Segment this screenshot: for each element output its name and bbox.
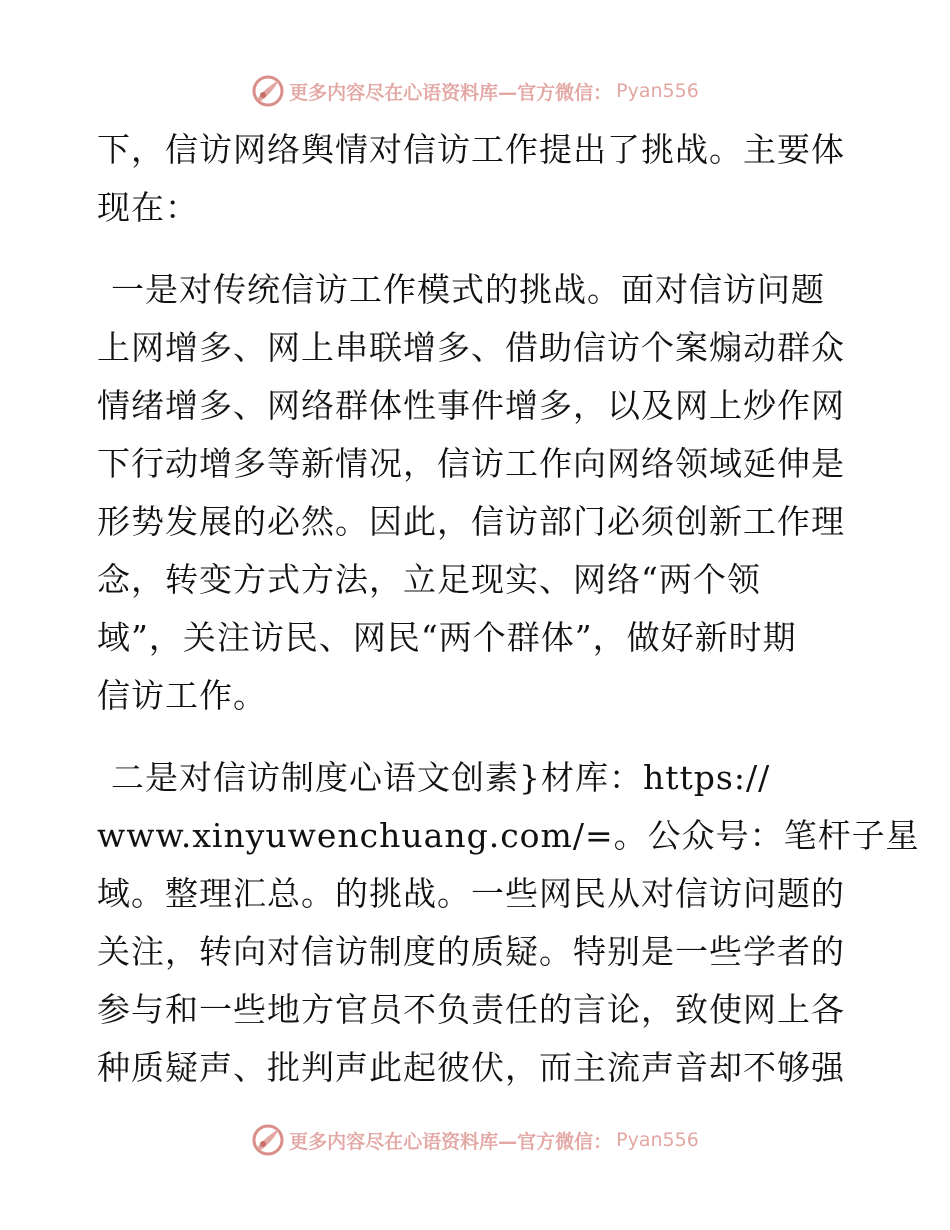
text-line: 域。整理汇总。的挑战。一些网民从对信访问题的 bbox=[97, 874, 845, 913]
text-line: 种质疑声、批判声此起彼伏，而主流声音却不够强 bbox=[97, 1048, 845, 1087]
watermark-id: Pyan556 bbox=[616, 80, 699, 102]
quill-logo-icon bbox=[251, 74, 285, 108]
paragraph-3 bbox=[97, 749, 920, 1097]
text-line: 下，信访网络舆情对信访工作提出了挑战。主要体 bbox=[97, 130, 845, 169]
paragraph-gap bbox=[97, 725, 857, 749]
text-line: 下行动增多等新情况，信访工作向网络领域延伸是 bbox=[97, 444, 845, 483]
text-line: 形势发展的必然。因此，信访部门必须创新工作理 bbox=[97, 502, 845, 541]
text-line: 现在： bbox=[97, 188, 199, 227]
text-line: 念，转变方式方法，立足现实、网络“两个领 bbox=[97, 560, 761, 599]
paragraph-2 bbox=[97, 261, 857, 725]
header-watermark bbox=[0, 71, 950, 111]
footer-watermark bbox=[0, 1120, 950, 1160]
text-line: 上网增多、网上串联增多、借助信访个案煽动群众 bbox=[97, 328, 845, 367]
text-line: 关注，转向对信访制度的质疑。特别是一些学者的 bbox=[97, 932, 845, 971]
document-body bbox=[97, 121, 920, 1097]
text-line: 一是对传统信访工作模式的挑战。面对信访问题 bbox=[111, 270, 825, 309]
text-line: www.xinyuwenchuang.com/=。公众号：笔杆子星 bbox=[97, 816, 920, 855]
text-line: 情绪增多、网络群体性事件增多，以及网上炒作网 bbox=[97, 386, 845, 425]
quill-logo-icon bbox=[251, 1123, 285, 1157]
text-line: 二是对信访制度心语文创素}材库：https:// bbox=[111, 758, 771, 797]
text-line: 信访工作。 bbox=[97, 676, 267, 715]
text-line: 参与和一些地方官员不负责任的言论，致使网上各 bbox=[97, 990, 845, 1029]
paragraph-1 bbox=[97, 121, 857, 237]
watermark-id: Pyan556 bbox=[616, 1129, 699, 1151]
watermark-text: 更多内容尽在心语资料库—官方微信： bbox=[289, 81, 613, 104]
paragraph-gap bbox=[97, 237, 857, 261]
watermark-text: 更多内容尽在心语资料库—官方微信： bbox=[289, 1130, 613, 1153]
text-line: 域”，关注访民、网民“两个群体”，做好新时期 bbox=[97, 618, 797, 657]
